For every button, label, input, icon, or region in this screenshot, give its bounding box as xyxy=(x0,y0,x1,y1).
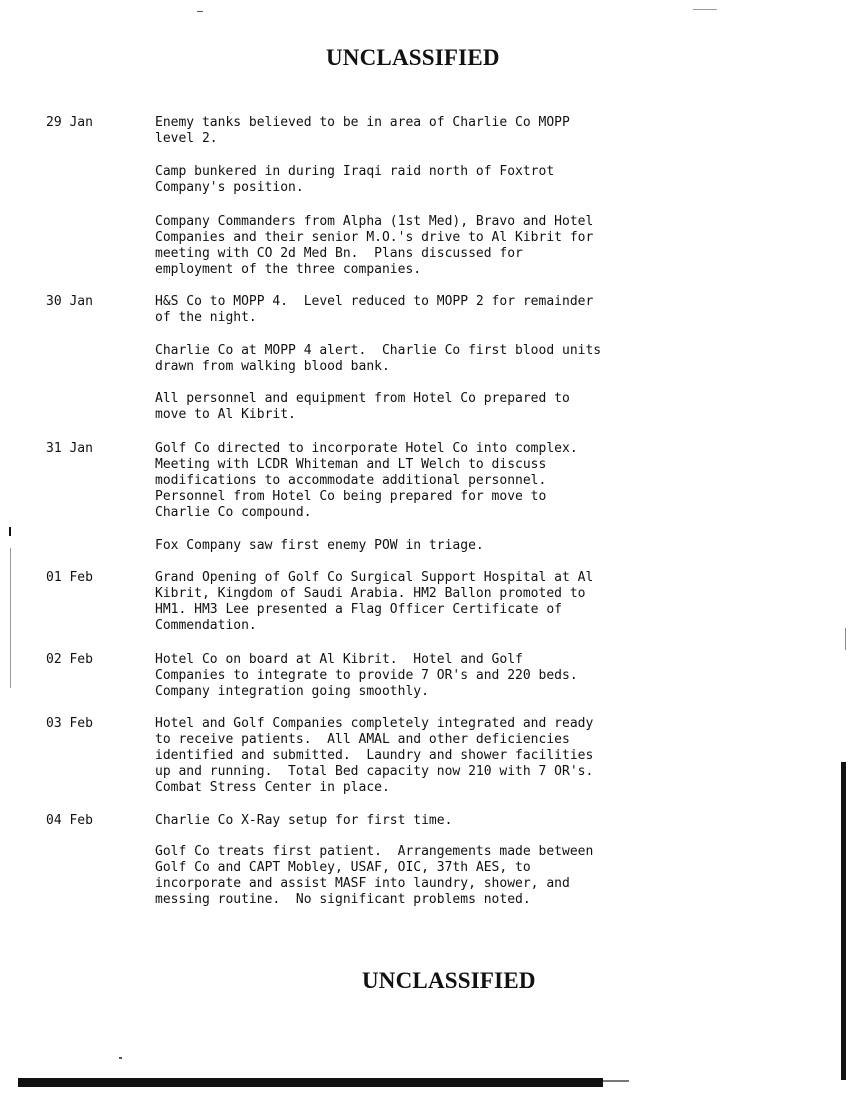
scan-edge-bottom-faint xyxy=(603,1080,629,1082)
classification-footer: UNCLASSIFIED xyxy=(362,968,536,993)
entry-paragraph: Golf Co treats first patient. Arrangements made between Golf Co and CAPT Mobley, USAF, OIC, 37th AES, to incorporate and assist MASF into laundry, shower, and messing routine. No significant problems noted. xyxy=(155,844,594,907)
scan-speck xyxy=(119,1057,122,1059)
entry-paragraph: Golf Co directed to incorporate Hotel Co into complex. Meeting with LCDR Whiteman and LT Welch to discuss modifications to accommodate additional personnel. Personnel from Hotel Co being prepared for move to Charlie Co compound. xyxy=(155,441,578,520)
entry-paragraph: Grand Opening of Golf Co Surgical Support Hospital at Al Kibrit, Kingdom of Saudi Arabia. HM2 Ballon promoted to HM1. HM3 Lee presented a Flag Officer Certificate of Commendation. xyxy=(155,570,594,633)
scan-speck xyxy=(693,9,717,10)
entry-paragraph: Charlie Co X-Ray setup for first time. xyxy=(155,813,453,828)
entry-paragraph: Enemy tanks believed to be in area of Charlie Co MOPP level 2. xyxy=(155,115,570,146)
entry-date: 30 Jan xyxy=(46,294,93,309)
entry-paragraph: H&S Co to MOPP 4. Level reduced to MOPP 2 for remainder of the night. xyxy=(155,294,594,325)
scan-speck xyxy=(197,11,203,12)
entry-paragraph: All personnel and equipment from Hotel Co prepared to move to Al Kibrit. xyxy=(155,391,570,422)
scan-mark-right-faint xyxy=(845,628,846,650)
scan-mark-left-faint xyxy=(10,548,11,688)
entry-date: 02 Feb xyxy=(46,652,93,667)
scan-edge-bottom xyxy=(18,1078,603,1087)
entry-date: 01 Feb xyxy=(46,570,93,585)
entry-paragraph: Company Commanders from Alpha (1st Med), Bravo and Hotel Companies and their senior M.O.'s drive to Al Kibrit for meeting with CO 2d Med Bn. Plans discussed for employment of the three companies. xyxy=(155,214,594,277)
scan-edge-right xyxy=(841,762,846,1080)
entry-paragraph: Camp bunkered in during Iraqi raid north of Foxtrot Company's position. xyxy=(155,164,555,195)
entry-paragraph: Hotel Co on board at Al Kibrit. Hotel and Golf Companies to integrate to provide 7 OR's and 220 beds. Company integration going smoothly. xyxy=(155,652,578,699)
entry-date: 31 Jan xyxy=(46,441,93,456)
entry-paragraph: Hotel and Golf Companies completely integrated and ready to receive patients. All AMAL and other deficiencies identified and submitted. Laundry and shower facilities up and running. Total Bed capacity now 210 with 7 OR's. Combat Stress Center in place. xyxy=(155,716,594,795)
entry-paragraph: Fox Company saw first enemy POW in triage. xyxy=(155,538,484,553)
entry-date: 04 Feb xyxy=(46,813,93,828)
scan-mark-left xyxy=(9,527,11,536)
entry-paragraph: Charlie Co at MOPP 4 alert. Charlie Co first blood units drawn from walking blood bank. xyxy=(155,343,602,374)
entry-date: 29 Jan xyxy=(46,115,93,130)
classification-header: UNCLASSIFIED xyxy=(326,45,500,70)
entry-date: 03 Feb xyxy=(46,716,93,731)
